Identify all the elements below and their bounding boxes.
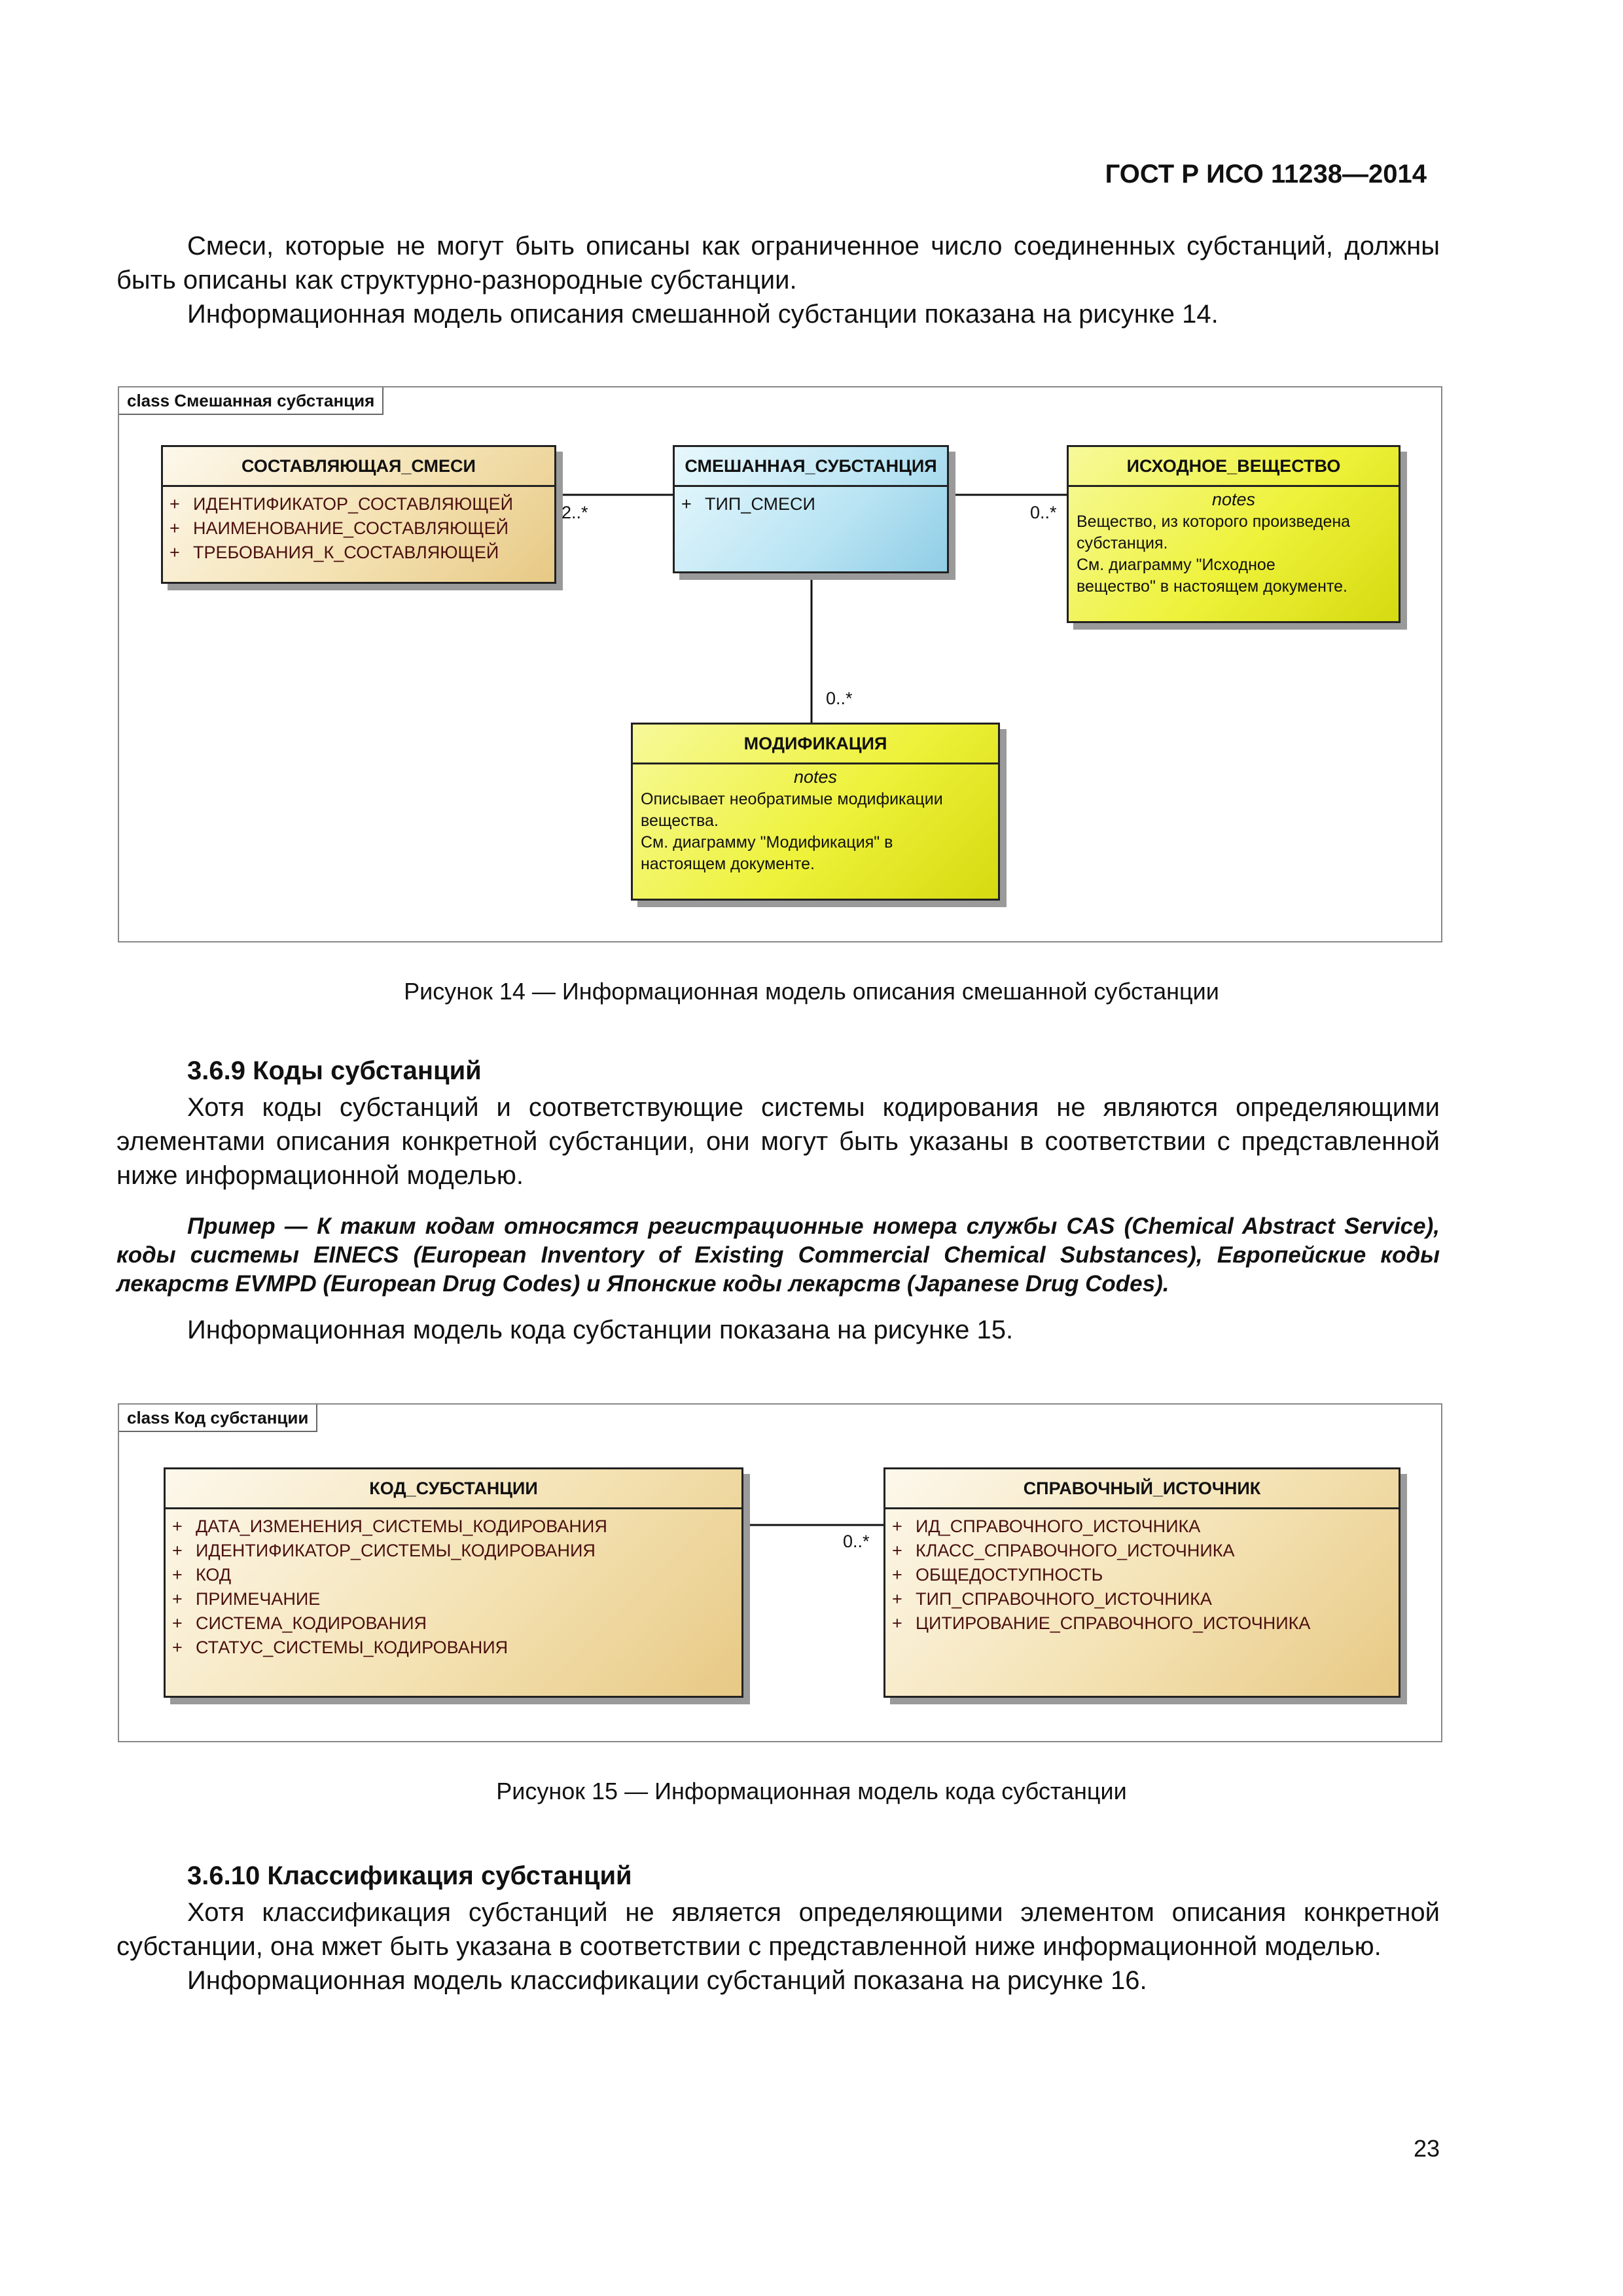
notes-line: Описывает необратимые модификации xyxy=(641,790,943,808)
notes-line: См. диаграмму "Исходное xyxy=(1077,556,1275,574)
attribute-row xyxy=(892,1587,1392,1611)
attribute-name: СИСТЕМА_КОДИРОВАНИЯ xyxy=(196,1613,427,1633)
document-header: ГОСТ Р ИСО 11238—2014 xyxy=(1105,160,1427,188)
attribute-row xyxy=(172,1515,735,1539)
section-3-6-9-paragraph: Хотя коды субстанций и соответствующие системы кодирования не являются определяющими элементами описания конкретной субстанции, они могут быть указаны в соответствии с представленной ниже информационной моделью. xyxy=(116,1093,1440,1190)
class-title: СОСТАВЛЯЮЩАЯ_СМЕСИ xyxy=(163,447,554,487)
attribute-row xyxy=(169,492,548,516)
visibility-plus: + xyxy=(169,494,180,514)
intro-paragraph-2: Информационная модель описания смешанной субстанции показана на рисунке 14. xyxy=(187,300,1219,329)
attribute-name: ТИП_СПРАВОЧНОГО_ИСТОЧНИКА xyxy=(916,1589,1212,1609)
notes-line: настоящем документе. xyxy=(641,855,815,873)
class-title: МОДИФИКАЦИЯ xyxy=(633,725,998,764)
figure-15-caption: Рисунок 15 — Информационная модель кода субстанции xyxy=(496,1778,1127,1804)
example-text: Пример — К таким кодам относятся регистрационные номера службы CAS (Chemical Abstract Service), коды системы EINECS (European Inventory of Existing Commercial Chemical Substances), Европейские коды лекарств EVMPD (European Drug Codes) и Японские коды лекарств (Japanese Drug Codes). xyxy=(116,1213,1440,1297)
section-heading-3-6-10: 3.6.10 Классификация субстанций xyxy=(187,1861,632,1890)
visibility-plus: + xyxy=(892,1541,902,1560)
attribute-row xyxy=(892,1563,1392,1587)
attribute-name: ИДЕНТИФИКАТОР_СИСТЕМЫ_КОДИРОВАНИЯ xyxy=(196,1541,596,1560)
intro-paragraph-1: Смеси, которые не могут быть описаны как ограниченное число соединенных субстанций, должны быть описаны как структурно-разнородные субстанции. xyxy=(116,232,1440,295)
attribute-name: НАИМЕНОВАНИЕ_СОСТАВЛЯЮЩЕЙ xyxy=(193,518,509,538)
attribute-name: ТИП_СМЕСИ xyxy=(705,494,815,514)
attribute-row xyxy=(172,1587,735,1611)
attribute-row xyxy=(172,1636,735,1660)
class-substance-code xyxy=(164,1467,743,1698)
attribute-row xyxy=(172,1563,735,1587)
class-attributes xyxy=(675,487,947,522)
figure-15-frame-tab: class Код субстанции xyxy=(119,1405,317,1432)
class-attributes xyxy=(166,1509,741,1665)
visibility-plus: + xyxy=(172,1541,183,1560)
attribute-row xyxy=(169,516,548,541)
attribute-name: КОД xyxy=(196,1565,232,1585)
section-3-6-10-text xyxy=(116,1895,1440,1998)
attribute-row xyxy=(172,1611,735,1636)
class-modification xyxy=(631,723,1000,901)
figure-14-caption: Рисунок 14 — Информационная модель описания смешанной субстанции xyxy=(404,978,1219,1005)
attribute-name: ТРЕБОВАНИЯ_К_СОСТАВЛЯЮЩЕЙ xyxy=(193,543,499,562)
visibility-plus: + xyxy=(172,1516,183,1536)
attribute-row xyxy=(892,1611,1392,1636)
attribute-name: ДАТА_ИЗМЕНЕНИЯ_СИСТЕМЫ_КОДИРОВАНИЯ xyxy=(196,1516,607,1536)
visibility-plus: + xyxy=(172,1565,183,1585)
example-block xyxy=(116,1212,1440,1299)
section-3-6-10-paragraph-1: Хотя классификация субстанций не является определяющими элементом описания конкретной субстанции, она мжет быть указана в соответствии с представленной ниже информационной моделью. xyxy=(116,1898,1440,1961)
notes-text xyxy=(1069,510,1399,601)
section-3-6-9-text-2 xyxy=(116,1313,1440,1347)
attribute-row xyxy=(892,1515,1392,1539)
class-reference-source xyxy=(883,1467,1400,1698)
attribute-row xyxy=(169,541,548,565)
section-3-6-10-paragraph-2: Информационная модель классификации субстанций показана на рисунке 16. xyxy=(187,1966,1147,1995)
class-title: КОД_СУБСТАНЦИИ xyxy=(166,1469,741,1509)
multiplicity-component: 2..* xyxy=(562,503,588,522)
notes-label: notes xyxy=(1211,490,1256,509)
visibility-plus: + xyxy=(169,543,180,562)
attribute-row xyxy=(681,492,940,516)
notes-label: notes xyxy=(793,767,838,787)
visibility-plus: + xyxy=(892,1589,902,1609)
section-heading-3-6-9: 3.6.9 Коды субстанций xyxy=(187,1056,482,1085)
section-3-6-9-text xyxy=(116,1090,1440,1193)
class-attributes xyxy=(163,487,554,570)
visibility-plus: + xyxy=(681,494,692,514)
class-attributes xyxy=(885,1509,1399,1641)
notes-line: вещество" в настоящем документе. xyxy=(1077,577,1347,596)
notes-line: Вещество, из которого произведена xyxy=(1077,512,1351,531)
multiplicity-reference: 0..* xyxy=(843,1532,870,1551)
attribute-row xyxy=(172,1539,735,1563)
notes-line: субстанция. xyxy=(1077,534,1168,552)
class-source-material xyxy=(1067,445,1400,623)
attribute-name: ИДЕНТИФИКАТОР_СОСТАВЛЯЮЩЕЙ xyxy=(193,494,514,514)
visibility-plus: + xyxy=(172,1638,183,1657)
multiplicity-source: 0..* xyxy=(1030,503,1057,522)
attribute-name: КЛАСС_СПРАВОЧНОГО_ИСТОЧНИКА xyxy=(916,1541,1235,1560)
attribute-row xyxy=(892,1539,1392,1563)
notes-line: См. диаграмму "Модификация" в xyxy=(641,833,893,852)
section-3-6-9-paragraph-2: Информационная модель кода субстанции показана на рисунке 15. xyxy=(187,1316,1014,1344)
attribute-name: ЦИТИРОВАНИЕ_СПРАВОЧНОГО_ИСТОЧНИКА xyxy=(916,1613,1311,1633)
figure-14-frame-tab: class Смешанная субстанция xyxy=(119,387,383,415)
attribute-name: ИД_СПРАВОЧНОГО_ИСТОЧНИКА xyxy=(916,1516,1201,1536)
attribute-name: СТАТУС_СИСТЕМЫ_КОДИРОВАНИЯ xyxy=(196,1638,508,1657)
visibility-plus: + xyxy=(172,1589,183,1609)
notes-text xyxy=(633,787,998,879)
class-mixture-component xyxy=(161,445,556,584)
class-title: СПРАВОЧНЫЙ_ИСТОЧНИК xyxy=(885,1469,1399,1509)
visibility-plus: + xyxy=(892,1516,902,1536)
visibility-plus: + xyxy=(172,1613,183,1633)
class-mixed-substance xyxy=(673,445,949,573)
class-title: СМЕШАННАЯ_СУБСТАНЦИЯ xyxy=(675,447,947,487)
attribute-name: ОБЩЕДОСТУПНОСТЬ xyxy=(916,1565,1103,1585)
visibility-plus: + xyxy=(892,1565,902,1585)
attribute-name: ПРИМЕЧАНИЕ xyxy=(196,1589,321,1609)
visibility-plus: + xyxy=(892,1613,902,1633)
visibility-plus: + xyxy=(169,518,180,538)
page-number: 23 xyxy=(1413,2135,1440,2162)
notes-line: вещества. xyxy=(641,812,719,830)
multiplicity-modification: 0..* xyxy=(826,689,853,708)
class-title: ИСХОДНОЕ_ВЕЩЕСТВО xyxy=(1069,447,1399,487)
